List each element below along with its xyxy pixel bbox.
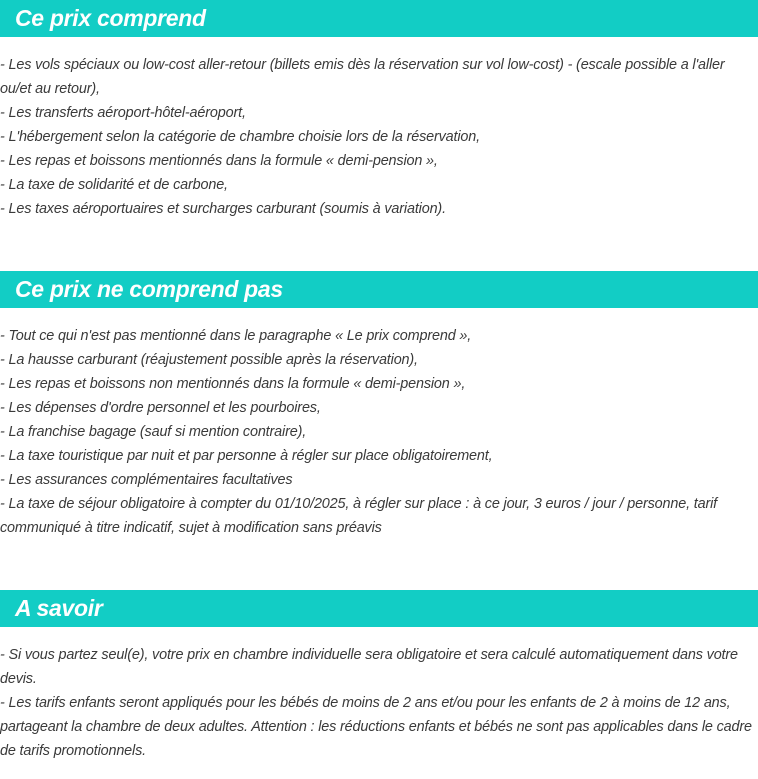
list-item: - Les tarifs enfants seront appliqués pour les bébés de moins de 2 ans et/ou pour les enfants de 2 à moins de 12 ans, partageant la chambre de deux adultes. Attention : les réductions enfants et bébés ne sont pas applicables dans le cadre de tarifs promotionnels. xyxy=(0,695,752,759)
list-item: - Les repas et boissons mentionnés dans la formule « demi-pension », xyxy=(0,153,438,169)
section-body-price-excludes xyxy=(0,324,752,540)
list-item: - Tout ce qui n'est pas mentionné dans le paragraphe « Le prix comprend », xyxy=(0,328,472,344)
list-item: - Les taxes aéroportuaires et surcharges carburant (soumis à variation). xyxy=(0,201,446,217)
list-item: - Les transferts aéroport-hôtel-aéroport, xyxy=(0,105,246,121)
list-item: - Les repas et boissons non mentionnés dans la formule « demi-pension », xyxy=(0,376,466,392)
section-body-price-includes xyxy=(0,53,752,221)
list-item: - Les assurances complémentaires facultatives xyxy=(0,472,293,488)
list-item: - L'hébergement selon la catégorie de chambre choisie lors de la réservation, xyxy=(0,129,480,145)
section-title-good-to-know: A savoir xyxy=(0,590,758,627)
list-item: - Si vous partez seul(e), votre prix en chambre individuelle sera obligatoire et sera calculé automatiquement dans votre devis. xyxy=(0,647,738,687)
list-item: - La hausse carburant (réajustement possible après la réservation), xyxy=(0,352,418,368)
section-body-good-to-know xyxy=(0,643,752,763)
list-item: - La taxe de séjour obligatoire à compter du 01/10/2025, à régler sur place : à ce jour, 3 euros / jour / personne, tarif communiqué à titre indicatif, sujet à modification sans préavis xyxy=(0,496,718,536)
list-item: - Les dépenses d'ordre personnel et les pourboires, xyxy=(0,400,321,416)
list-item: - La taxe de solidarité et de carbone, xyxy=(0,177,228,193)
section-title-price-excludes: Ce prix ne comprend pas xyxy=(0,271,758,308)
list-item: - Les vols spéciaux ou low-cost aller-retour (billets emis dès la réservation sur vol low-cost) - (escale possible a l'aller ou/et au retour), xyxy=(0,57,725,97)
section-title-price-includes: Ce prix comprend xyxy=(0,0,758,37)
list-item: - La franchise bagage (sauf si mention contraire), xyxy=(0,424,307,440)
list-item: - La taxe touristique par nuit et par personne à régler sur place obligatoirement, xyxy=(0,448,493,464)
